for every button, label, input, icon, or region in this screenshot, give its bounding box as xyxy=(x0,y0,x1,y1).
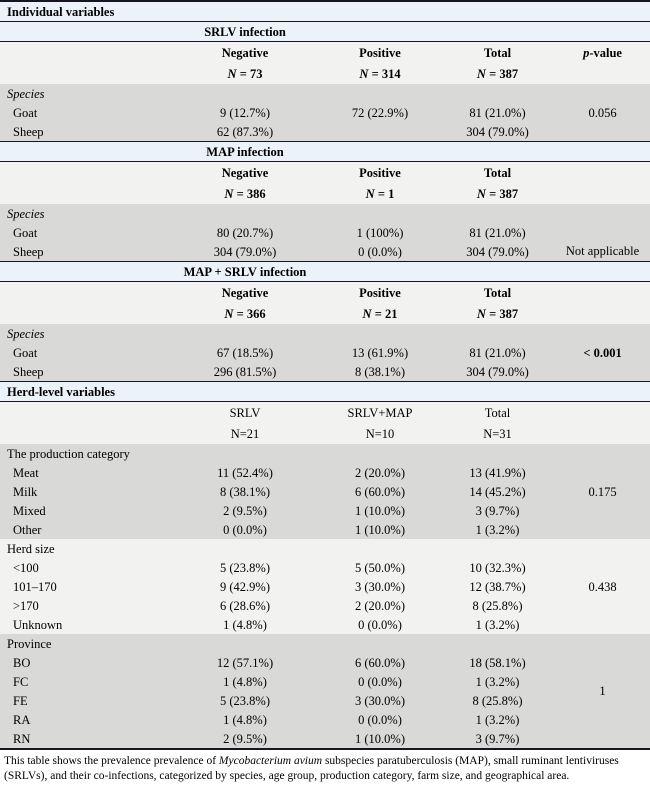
n-value: = 1 xyxy=(374,186,395,201)
group-label: Province xyxy=(0,634,170,653)
empty-cell xyxy=(440,324,555,343)
value-cell: 81 (21.0%) xyxy=(440,223,555,242)
data-row xyxy=(0,653,650,672)
value-cell: 1 (4.8%) xyxy=(170,672,320,691)
n-cell xyxy=(440,183,555,204)
value-cell: 9 (12.7%) xyxy=(170,103,320,122)
pvalue-cell: 1 xyxy=(555,634,650,749)
n-symbol: N xyxy=(365,186,375,201)
group-label-row xyxy=(0,324,650,343)
value-cell: 12 (38.7%) xyxy=(440,577,555,596)
row-label: Sheep xyxy=(0,362,170,382)
value-cell: 1 (3.2%) xyxy=(440,520,555,539)
column-header-row xyxy=(0,42,650,64)
pvalue-cell: 0.056 xyxy=(555,84,650,142)
row-label: Goat xyxy=(0,223,170,242)
n-symbol: N xyxy=(362,306,372,321)
empty-cell xyxy=(170,539,320,558)
empty-cell xyxy=(555,162,650,184)
column-header: SRLV+MAP xyxy=(320,402,440,424)
section-title: Herd-level variables xyxy=(0,382,650,402)
row-label: Sheep xyxy=(0,122,170,142)
empty-cell xyxy=(0,303,170,324)
row-label: <100 xyxy=(0,558,170,577)
value-cell: 10 (32.3%) xyxy=(440,558,555,577)
empty-cell xyxy=(555,282,650,304)
pvalue-header xyxy=(555,42,650,64)
value-cell: 296 (81.5%) xyxy=(170,362,320,382)
empty-cell xyxy=(555,423,650,444)
n-cell xyxy=(320,63,440,84)
group-label-row xyxy=(0,634,650,653)
value-cell: 11 (52.4%) xyxy=(170,463,320,482)
empty-cell xyxy=(440,142,555,162)
empty-cell xyxy=(555,402,650,424)
row-label: Unknown xyxy=(0,615,170,634)
data-row xyxy=(0,362,650,382)
row-label: FE xyxy=(0,691,170,710)
group-label-row xyxy=(0,204,650,223)
value-cell: 13 (41.9%) xyxy=(440,463,555,482)
column-header: Negative xyxy=(170,282,320,304)
n-cell xyxy=(170,183,320,204)
n-cell xyxy=(440,63,555,84)
column-header: Total xyxy=(440,402,555,424)
empty-cell xyxy=(440,539,555,558)
value-cell: 304 (79.0%) xyxy=(440,362,555,382)
value-cell: 1 (3.2%) xyxy=(440,615,555,634)
infection-subheader-row xyxy=(0,22,650,42)
n-symbol: N xyxy=(359,66,369,81)
group-label: Herd size xyxy=(0,539,170,558)
empty-cell xyxy=(440,84,555,103)
empty-cell xyxy=(555,63,650,84)
column-header: SRLV xyxy=(170,402,320,424)
empty-cell xyxy=(320,262,440,282)
value-cell: 304 (79.0%) xyxy=(440,242,555,262)
value-cell: 304 (79.0%) xyxy=(440,122,555,142)
column-header: Positive xyxy=(320,42,440,64)
value-cell: 5 (23.8%) xyxy=(170,691,320,710)
data-row xyxy=(0,615,650,634)
value-cell: 5 (50.0%) xyxy=(320,558,440,577)
empty-cell xyxy=(0,42,170,64)
value-cell: 1 (3.2%) xyxy=(440,672,555,691)
row-label: >170 xyxy=(0,596,170,615)
empty-cell xyxy=(555,142,650,162)
n-value: = 73 xyxy=(236,66,263,81)
column-header: Total xyxy=(440,42,555,64)
p-symbol: p xyxy=(583,45,590,60)
empty-cell xyxy=(440,22,555,42)
value-cell: 5 (23.8%) xyxy=(170,558,320,577)
group-label: The production category xyxy=(0,444,170,463)
empty-cell xyxy=(0,63,170,84)
value-cell: 12 (57.1%) xyxy=(170,653,320,672)
empty-cell xyxy=(0,22,170,42)
empty-cell xyxy=(320,142,440,162)
data-row xyxy=(0,691,650,710)
group-label: Species xyxy=(0,84,170,103)
n-value: = 386 xyxy=(233,186,266,201)
n-symbol: N xyxy=(476,66,486,81)
empty-cell xyxy=(320,634,440,653)
footnote-species-name: Mycobacterium avium xyxy=(218,755,323,767)
value-cell: 0 (0.0%) xyxy=(320,672,440,691)
data-row xyxy=(0,596,650,615)
row-label: Goat xyxy=(0,103,170,122)
row-label: Sheep xyxy=(0,242,170,262)
group-label-row xyxy=(0,84,650,103)
infection-subheader-row xyxy=(0,262,650,282)
empty-cell xyxy=(320,84,440,103)
column-header-row xyxy=(0,162,650,184)
footnote-text: This table shows the prevalence prevalence of xyxy=(4,755,219,767)
row-label: RN xyxy=(0,729,170,749)
value-cell: 2 (20.0%) xyxy=(320,463,440,482)
empty-cell xyxy=(320,22,440,42)
value-cell: 2 (20.0%) xyxy=(320,596,440,615)
empty-cell xyxy=(170,324,320,343)
column-header: Positive xyxy=(320,282,440,304)
group-label: Species xyxy=(0,324,170,343)
value-cell: 13 (61.9%) xyxy=(320,343,440,362)
n-cell xyxy=(440,303,555,324)
empty-cell xyxy=(0,262,170,282)
empty-cell xyxy=(0,423,170,444)
n-row xyxy=(0,63,650,84)
data-row xyxy=(0,577,650,596)
empty-cell xyxy=(440,634,555,653)
empty-cell xyxy=(170,444,320,463)
value-cell: 6 (60.0%) xyxy=(320,653,440,672)
pvalue-header-text: -value xyxy=(589,45,622,60)
value-cell: 1 (3.2%) xyxy=(440,710,555,729)
column-header: Negative xyxy=(170,162,320,184)
empty-cell xyxy=(0,142,170,162)
n-symbol: N xyxy=(224,186,234,201)
value-cell: 3 (9.7%) xyxy=(440,729,555,749)
data-row xyxy=(0,122,650,142)
value-cell: 1 (100%) xyxy=(320,223,440,242)
n-row xyxy=(0,423,650,444)
data-row xyxy=(0,729,650,749)
value-cell: 6 (28.6%) xyxy=(170,596,320,615)
value-cell: 3 (30.0%) xyxy=(320,577,440,596)
empty-cell xyxy=(0,183,170,204)
empty-cell xyxy=(0,282,170,304)
row-label: Other xyxy=(0,520,170,539)
empty-cell xyxy=(320,324,440,343)
empty-cell xyxy=(555,262,650,282)
value-cell: 67 (18.5%) xyxy=(170,343,320,362)
empty-cell xyxy=(555,183,650,204)
row-label: FC xyxy=(0,672,170,691)
value-cell: 1 (4.8%) xyxy=(170,710,320,729)
n-symbol: N xyxy=(476,306,486,321)
n-cell xyxy=(320,183,440,204)
value-cell: 8 (38.1%) xyxy=(170,482,320,501)
n-cell: N=21 xyxy=(170,423,320,444)
n-row xyxy=(0,303,650,324)
data-row xyxy=(0,482,650,501)
value-cell: 81 (21.0%) xyxy=(440,103,555,122)
infection-subheader-row xyxy=(0,142,650,162)
infection-subheader: MAP + SRLV infection xyxy=(170,262,320,282)
group-label: Species xyxy=(0,204,170,223)
pvalue-cell: 0.438 xyxy=(555,539,650,634)
row-label: Mixed xyxy=(0,501,170,520)
n-value: = 314 xyxy=(368,66,401,81)
value-cell: 8 (38.1%) xyxy=(320,362,440,382)
value-cell: 1 (10.0%) xyxy=(320,520,440,539)
empty-cell xyxy=(555,22,650,42)
n-symbol: N xyxy=(227,66,237,81)
pvalue-cell: Not applicable xyxy=(555,204,650,262)
column-header: Positive xyxy=(320,162,440,184)
n-cell: N=31 xyxy=(440,423,555,444)
footnote-text: subspecies paratuberculosis (MAP), small ruminant lentiviruses (SRLVs), and their co-infections, categorized by species, age group, production category, farm size, and geographical area. xyxy=(4,755,619,782)
value-cell: 80 (20.7%) xyxy=(170,223,320,242)
row-label: Goat xyxy=(0,343,170,362)
data-row xyxy=(0,103,650,122)
data-row xyxy=(0,343,650,362)
value-cell: 81 (21.0%) xyxy=(440,343,555,362)
n-value: = 387 xyxy=(485,66,519,81)
empty-cell xyxy=(320,539,440,558)
value-cell: 14 (45.2%) xyxy=(440,482,555,501)
row-label: 101–170 xyxy=(0,577,170,596)
value-cell: 1 (4.8%) xyxy=(170,615,320,634)
data-row xyxy=(0,501,650,520)
value-cell: 1 (10.0%) xyxy=(320,501,440,520)
empty-cell xyxy=(320,204,440,223)
empty-cell xyxy=(555,303,650,324)
empty-cell xyxy=(0,162,170,184)
value-cell: 0 (0.0%) xyxy=(320,242,440,262)
n-symbol: N xyxy=(476,186,486,201)
value-cell: 0 (0.0%) xyxy=(320,615,440,634)
n-cell xyxy=(320,303,440,324)
value-cell: 0 (0.0%) xyxy=(320,710,440,729)
value-cell: 8 (25.8%) xyxy=(440,691,555,710)
section-header-row xyxy=(0,382,650,402)
empty-cell xyxy=(440,262,555,282)
empty-cell xyxy=(320,444,440,463)
value-cell: 8 (25.8%) xyxy=(440,596,555,615)
infection-subheader: SRLV infection xyxy=(170,22,320,42)
empty-cell xyxy=(170,634,320,653)
pvalue-cell: 0.175 xyxy=(555,444,650,539)
value-cell: 3 (30.0%) xyxy=(320,691,440,710)
empty-cell xyxy=(440,204,555,223)
n-cell xyxy=(170,303,320,324)
row-label: RA xyxy=(0,710,170,729)
empty-cell xyxy=(170,204,320,223)
column-header-row xyxy=(0,282,650,304)
empty-cell xyxy=(170,84,320,103)
data-row xyxy=(0,223,650,242)
row-label: Milk xyxy=(0,482,170,501)
n-cell: N=10 xyxy=(320,423,440,444)
column-header-row xyxy=(0,402,650,424)
value-cell: 0 (0.0%) xyxy=(170,520,320,539)
infection-subheader: MAP infection xyxy=(170,142,320,162)
column-header: Negative xyxy=(170,42,320,64)
column-header: Total xyxy=(440,282,555,304)
section-title: Individual variables xyxy=(0,1,650,22)
value-cell: 2 (9.5%) xyxy=(170,729,320,749)
group-label-row xyxy=(0,444,650,463)
section-header-row xyxy=(0,1,650,22)
value-cell: 3 (9.7%) xyxy=(440,501,555,520)
data-row xyxy=(0,463,650,482)
data-row xyxy=(0,520,650,539)
n-value: = 21 xyxy=(371,306,398,321)
value-cell: 18 (58.1%) xyxy=(440,653,555,672)
data-row xyxy=(0,242,650,262)
n-value: = 366 xyxy=(233,306,266,321)
n-cell xyxy=(170,63,320,84)
value-cell: 1 (10.0%) xyxy=(320,729,440,749)
group-label-row xyxy=(0,539,650,558)
data-row xyxy=(0,672,650,691)
row-label: Meat xyxy=(0,463,170,482)
value-cell: 2 (9.5%) xyxy=(170,501,320,520)
n-value: = 387 xyxy=(485,306,519,321)
empty-cell xyxy=(440,444,555,463)
n-row xyxy=(0,183,650,204)
value-cell: 72 (22.9%) xyxy=(320,103,440,122)
value-cell xyxy=(320,122,440,142)
column-header: Total xyxy=(440,162,555,184)
pvalue-cell: < 0.001 xyxy=(555,324,650,382)
value-cell: 9 (42.9%) xyxy=(170,577,320,596)
data-row xyxy=(0,710,650,729)
value-cell: 6 (60.0%) xyxy=(320,482,440,501)
row-label: BO xyxy=(0,653,170,672)
n-value: = 387 xyxy=(485,186,519,201)
empty-cell xyxy=(0,402,170,424)
data-row xyxy=(0,558,650,577)
n-symbol: N xyxy=(224,306,234,321)
value-cell: 304 (79.0%) xyxy=(170,242,320,262)
table-footnote xyxy=(0,750,650,785)
value-cell: 62 (87.3%) xyxy=(170,122,320,142)
